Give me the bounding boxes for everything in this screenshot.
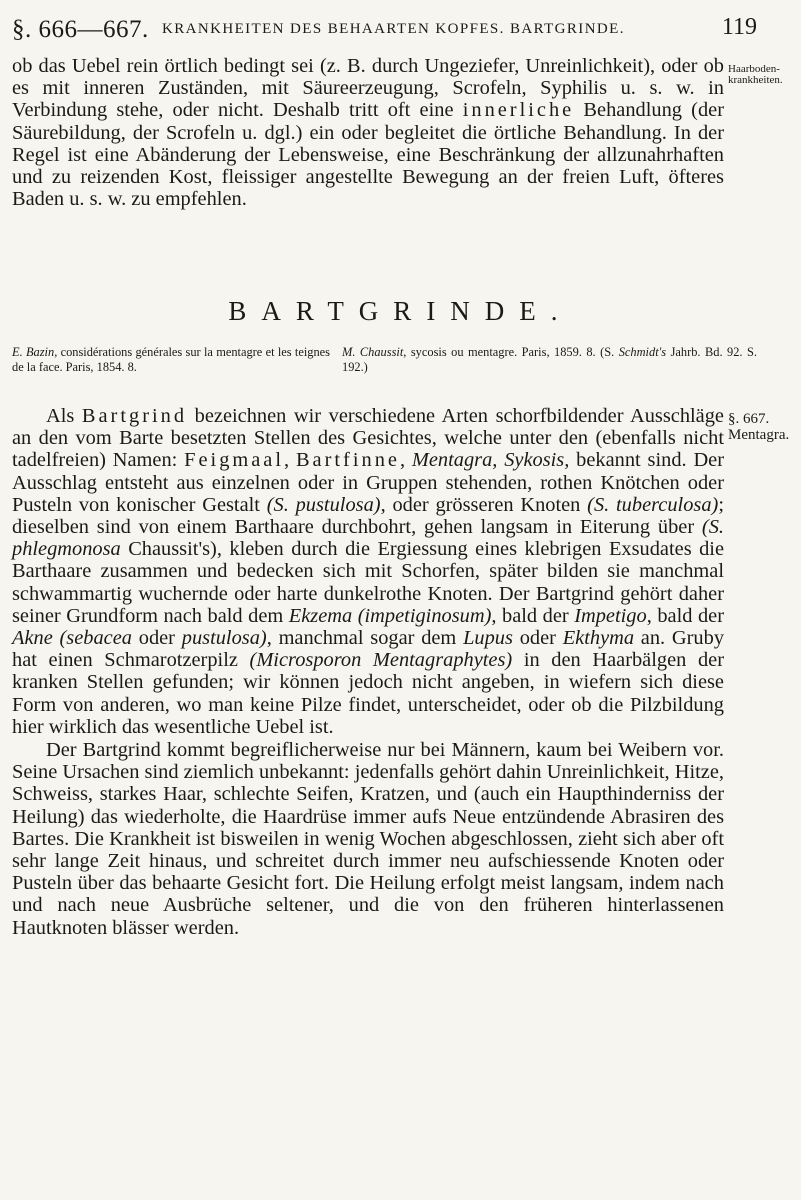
margin-note-haarboden-line2: krankheiten. <box>728 74 783 86</box>
running-head <box>12 10 757 46</box>
reference-chaussit: M. Chaussit, sycosis ou mentagre. Paris, 1859. 8. (S. Schmidt's Jahrb. Bd. 92. S. 192.) <box>342 345 757 374</box>
term-bartgrind: Bartgrind <box>81 405 188 427</box>
reference-bazin: E. Bazin, considérations générales sur la mentagre et les teignes de la face. Paris, 1854. 8. <box>12 345 330 374</box>
margin-note-haarboden <box>728 64 798 86</box>
margin-note-section-667 <box>728 411 798 443</box>
reference-chaussit-author: M. Chaussit <box>342 345 404 359</box>
page-number: 119 <box>721 14 757 40</box>
section-667-body <box>12 405 724 939</box>
margin-note-mentagra: Mentagra. <box>728 427 790 443</box>
intro-paragraph-block <box>12 55 724 210</box>
running-head-title: KRANKHEITEN DES BEHAARTEN KOPFES. BARTGRINDE. <box>162 21 625 37</box>
running-head-section: §. 666—667. <box>12 16 149 43</box>
paragraph-causes: Der Bartgrind kommt begreiflicherweise nur bei Männern, kaum bei Weibern vor. Seine Ursachen sind ziemlich unbekannt: jedenfalls gehört dahin Unreinlichkeit, Hitze, Schweiss, starkes Haar, schlechte Seifen, Kratzen, und (auch ein Haupthinderniss der Heilung) das wiederholte, die Haardrüse immer aufs Neue entzündende Abrasiren des Bartes. Die Krankheit ist bisweilen in wenig Wochen abgeschlossen, zieht sich aber oft sehr lange Zeit hinaus, und schreitet durch immer neu aufschiessende Knoten oder Pusteln über das behaarte Gesicht fort. Die Heilung erfolgt meist langsam, indem nach und nach neue Ausbrüche seltener, und die von den früheren hinterlassenen Hautknoten blässer werden. <box>12 739 724 939</box>
section-heading: BARTGRINDE. <box>228 296 573 326</box>
margin-note-haarboden-line1: Haarboden- <box>728 63 780 75</box>
emphasis-innerliche: innerliche <box>462 99 575 122</box>
margin-note-section-number: §. 667. <box>728 411 770 427</box>
reference-bazin-author: E. Bazin <box>12 345 55 359</box>
paragraph-667: Als Bartgrind bezeichnen wir verschiedene Arten schorfbildender Ausschläge an den vom Barte besetzten Stellen des Gesichtes, welche unter den (ebenfalls nicht tadelfreien) Namen: Feigmaal, Bartfinne, Mentagra, Sykosis, bekannt sind. Der Ausschlag entsteht aus einzelnen oder in Gruppen stehenden, rothen Knötchen oder Pusteln von konischer Gestalt (S. pustulosa), oder grösseren Knoten (S. tuberculosa); dieselben sind von einem Barthaare durchbohrt, gehen langsam in Eiterung über (S. phlegmonosa Chaussit's), kleben durch die Ergiessung eines klebrigen Exsudates die Barthaare zusammen und bedecken sich mit Schorfen, später bilden sie manchmal schwammartig wuchernde oder harte dunkelrothe Knoten. Der Bartgrind gehört daher seiner Grundform nach bald dem Ekzema (impetiginosum), bald der Impetigo, bald der Akne (sebacea oder pustulosa), manchmal sogar dem Lupus oder Ekthyma an. Gruby hat einen Schmarotzerpilz (Microsporon Mentagraphytes) in den Haarbälgen der kranken Stellen gefunden; wir können jedoch nicht angeben, in wiefern sich diese Form von anderen, wo man keine Pilze findet, unterscheidet, oder ob die Pilzbildung hier wirklich das wesentliche Uebel ist. <box>12 405 725 738</box>
intro-paragraph: ob das Uebel rein örtlich bedingt sei (z. B. durch Ungeziefer, Unreinlichkeit), oder ob es mit inneren Zuständen, mit Säureerzeugung, Scrofeln, Syphilis u. s. w. in Verbindung stehe, oder nicht. Deshalb tritt oft eine innerliche Behandlung (der Säurebildung, der Scrofeln u. dgl.) ein oder begleitet die örtliche Behandlung. In der Regel ist eine Abänderung der Lebensweise, eine Beschränkung der allzunahrhaften und zu reizenden Kost, fleissiger angestellte Bewegung an der freien Luft, öfteres Baden u. s. w. zu empfehlen. <box>12 55 724 211</box>
